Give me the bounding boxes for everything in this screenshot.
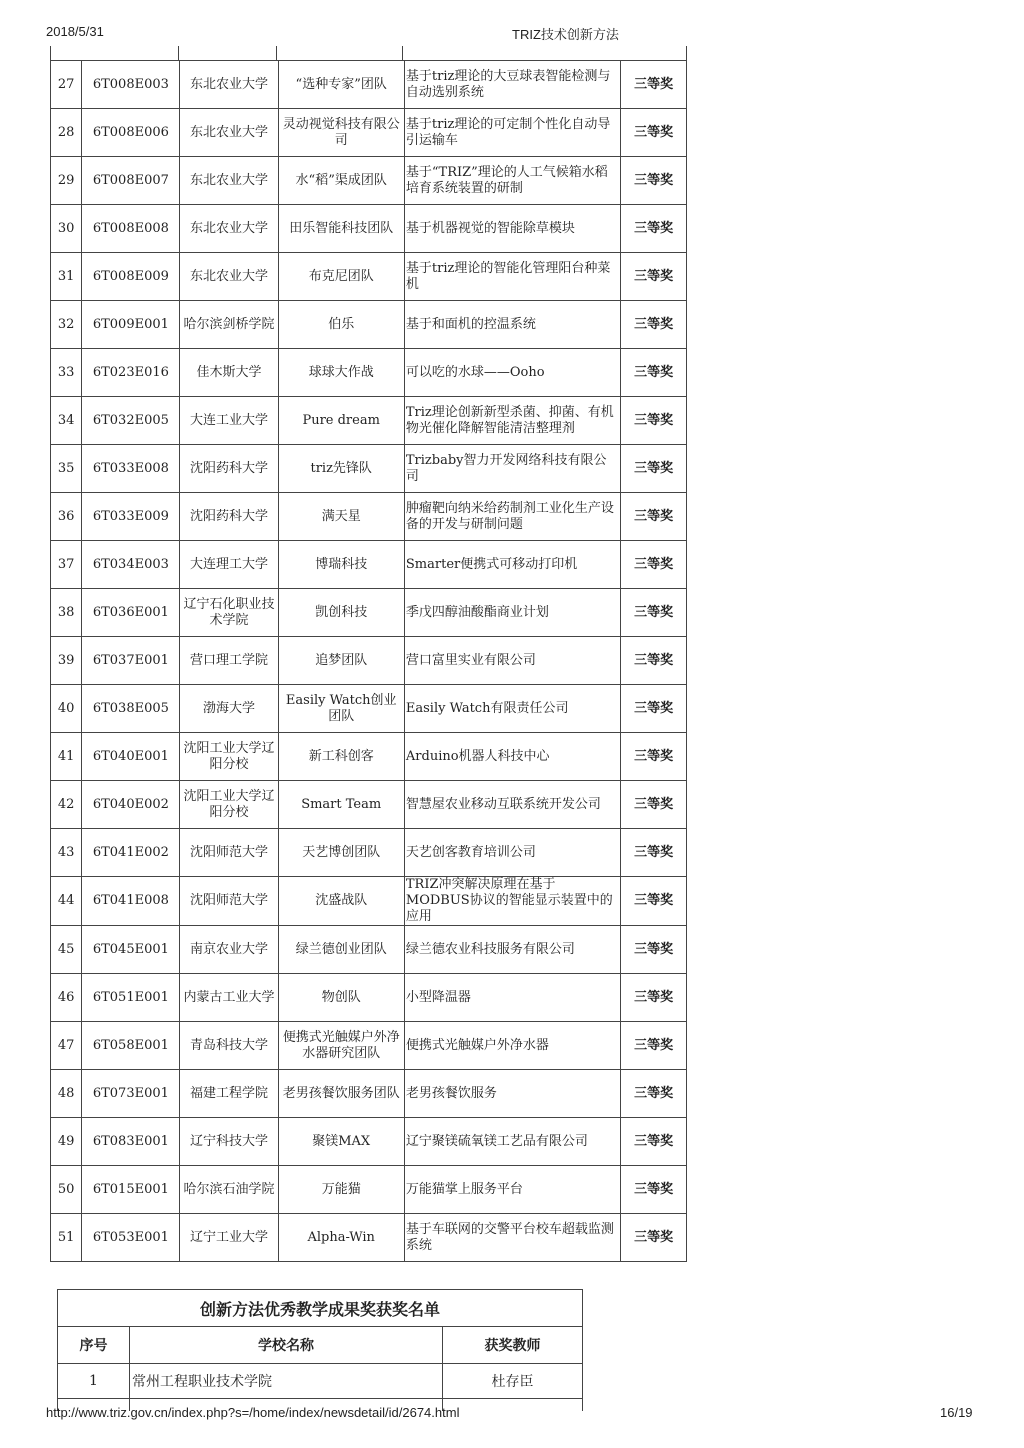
table-row xyxy=(51,733,687,781)
table-row xyxy=(51,685,687,733)
teaching-title-row xyxy=(58,1290,583,1327)
award-cell: 三等奖 xyxy=(621,205,687,253)
seq-cell: 37 xyxy=(51,541,82,589)
project-cell: 绿兰德农业科技服务有限公司 xyxy=(404,926,620,974)
teaching-header-teacher: 获奖教师 xyxy=(443,1327,583,1364)
teaching-title: 创新方法优秀教学成果奖获奖名单 xyxy=(58,1290,583,1327)
team-cell: “选种专家”团队 xyxy=(278,61,404,109)
code-cell: 6T033E009 xyxy=(82,493,180,541)
seq-cell: 44 xyxy=(51,877,82,926)
seq-cell: 34 xyxy=(51,397,82,445)
award-cell: 三等奖 xyxy=(621,685,687,733)
team-cell: 便携式光触媒户外净水器研究团队 xyxy=(278,1022,404,1070)
table-row xyxy=(51,157,687,205)
award-cell: 三等奖 xyxy=(621,733,687,781)
seq-cell: 29 xyxy=(51,157,82,205)
school-cell: 东北农业大学 xyxy=(180,61,278,109)
school-cell: 东北农业大学 xyxy=(180,253,278,301)
school-cell: 沈阳工业大学辽阳分校 xyxy=(180,781,278,829)
project-cell: 可以吃的水球——Ooho xyxy=(404,349,620,397)
school-cell: 青岛科技大学 xyxy=(180,1022,278,1070)
school-cell: 东北农业大学 xyxy=(180,157,278,205)
page-number: 16/19 xyxy=(940,1405,973,1420)
awards-table-body xyxy=(51,61,687,1262)
table-row xyxy=(51,397,687,445)
project-cell: Trizbaby智力开发网络科技有限公司 xyxy=(404,445,620,493)
table-row xyxy=(51,974,687,1022)
awards-table xyxy=(50,60,687,1262)
table-row xyxy=(51,829,687,877)
award-cell: 三等奖 xyxy=(621,589,687,637)
seq-cell: 32 xyxy=(51,301,82,349)
table-border-stub xyxy=(50,46,51,60)
school-cell: 沈阳师范大学 xyxy=(180,829,278,877)
school-cell: 辽宁科技大学 xyxy=(180,1118,278,1166)
award-cell: 三等奖 xyxy=(621,1022,687,1070)
team-cell: 万能猫 xyxy=(278,1166,404,1214)
table-row xyxy=(51,349,687,397)
award-cell: 三等奖 xyxy=(621,637,687,685)
team-cell: Easily Watch创业团队 xyxy=(278,685,404,733)
table-border-stub xyxy=(402,46,403,60)
table-row xyxy=(51,1070,687,1118)
code-cell: 6T008E007 xyxy=(82,157,180,205)
school-cell: 营口理工学院 xyxy=(180,637,278,685)
team-cell: 满天星 xyxy=(278,493,404,541)
table-border-stub xyxy=(276,46,277,60)
code-cell: 6T041E002 xyxy=(82,829,180,877)
project-cell: Triz理论创新新型杀菌、抑菌、有机物光催化降解智能清洁整理剂 xyxy=(404,397,620,445)
table-row xyxy=(51,926,687,974)
school-cell: 内蒙古工业大学 xyxy=(180,974,278,1022)
award-cell: 三等奖 xyxy=(621,926,687,974)
seq-cell: 30 xyxy=(51,205,82,253)
school-cell: 南京农业大学 xyxy=(180,926,278,974)
school-cell: 大连理工大学 xyxy=(180,541,278,589)
code-cell: 6T073E001 xyxy=(82,1070,180,1118)
award-cell: 三等奖 xyxy=(621,301,687,349)
seq-cell: 48 xyxy=(51,1070,82,1118)
school-cell: 哈尔滨石油学院 xyxy=(180,1166,278,1214)
school-cell: 沈阳师范大学 xyxy=(180,877,278,926)
school-cell: 沈阳药科大学 xyxy=(180,445,278,493)
team-cell: 追梦团队 xyxy=(278,637,404,685)
project-cell: Smarter便携式可移动打印机 xyxy=(404,541,620,589)
seq-cell: 35 xyxy=(51,445,82,493)
teaching-header-row xyxy=(58,1327,583,1364)
award-cell: 三等奖 xyxy=(621,157,687,205)
project-cell: 季戊四醇油酸酯商业计划 xyxy=(404,589,620,637)
seq-cell: 39 xyxy=(51,637,82,685)
seq-cell: 43 xyxy=(51,829,82,877)
code-cell: 6T032E005 xyxy=(82,397,180,445)
table-row xyxy=(51,637,687,685)
team-cell: Pure dream xyxy=(278,397,404,445)
table-row xyxy=(51,445,687,493)
teaching-header-seq: 序号 xyxy=(58,1327,130,1364)
team-cell: 老男孩餐饮服务团队 xyxy=(278,1070,404,1118)
teaching-award-table xyxy=(57,1289,583,1411)
code-cell: 6T040E001 xyxy=(82,733,180,781)
teaching-school-cell: 常州工程职业技术学院 xyxy=(130,1364,443,1399)
school-cell: 沈阳药科大学 xyxy=(180,493,278,541)
award-cell: 三等奖 xyxy=(621,1214,687,1262)
award-cell: 三等奖 xyxy=(621,493,687,541)
project-cell: 基于triz理论的智能化管理阳台种菜机 xyxy=(404,253,620,301)
code-cell: 6T058E001 xyxy=(82,1022,180,1070)
award-cell: 三等奖 xyxy=(621,397,687,445)
team-cell: 新工科创客 xyxy=(278,733,404,781)
team-cell: 灵动视觉科技有限公司 xyxy=(278,109,404,157)
table-row xyxy=(51,1118,687,1166)
team-cell: 聚镁MAX xyxy=(278,1118,404,1166)
table-row xyxy=(51,205,687,253)
table-border-stub xyxy=(686,46,687,60)
table-row xyxy=(51,109,687,157)
award-cell: 三等奖 xyxy=(621,541,687,589)
project-cell: 基于和面机的控温系统 xyxy=(404,301,620,349)
page-url: http://www.triz.gov.cn/index.php?s=/home/index/newsdetail/id/2674.html xyxy=(46,1405,460,1420)
project-cell: 基于triz理论的可定制个性化自动导引运输车 xyxy=(404,109,620,157)
project-cell: 老男孩餐饮服务 xyxy=(404,1070,620,1118)
award-cell: 三等奖 xyxy=(621,445,687,493)
team-cell: Smart Team xyxy=(278,781,404,829)
seq-cell: 49 xyxy=(51,1118,82,1166)
seq-cell: 51 xyxy=(51,1214,82,1262)
project-cell: 便携式光触媒户外净水器 xyxy=(404,1022,620,1070)
award-cell: 三等奖 xyxy=(621,829,687,877)
table-row xyxy=(51,253,687,301)
school-cell: 辽宁石化职业技术学院 xyxy=(180,589,278,637)
table-row xyxy=(51,301,687,349)
award-cell: 三等奖 xyxy=(621,1166,687,1214)
team-cell: 沈盛战队 xyxy=(278,877,404,926)
table-row xyxy=(51,877,687,926)
team-cell: 球球大作战 xyxy=(278,349,404,397)
team-cell: 天艺博创团队 xyxy=(278,829,404,877)
teaching-seq-cell: 1 xyxy=(58,1364,130,1399)
code-cell: 6T008E008 xyxy=(82,205,180,253)
seq-cell: 40 xyxy=(51,685,82,733)
code-cell: 6T015E001 xyxy=(82,1166,180,1214)
school-cell: 东北农业大学 xyxy=(180,109,278,157)
project-cell: 智慧屋农业移动互联系统开发公司 xyxy=(404,781,620,829)
seq-cell: 46 xyxy=(51,974,82,1022)
table-row xyxy=(51,493,687,541)
award-cell: 三等奖 xyxy=(621,1070,687,1118)
award-cell: 三等奖 xyxy=(621,61,687,109)
table-row xyxy=(51,1022,687,1070)
page-title: TRIZ技术创新方法 xyxy=(512,27,619,42)
team-cell: 田乐智能科技团队 xyxy=(278,205,404,253)
teaching-teacher-cell: 杜存臣 xyxy=(443,1364,583,1399)
code-cell: 6T051E001 xyxy=(82,974,180,1022)
project-cell: 营口富里实业有限公司 xyxy=(404,637,620,685)
code-cell: 6T038E005 xyxy=(82,685,180,733)
table-row xyxy=(51,61,687,109)
code-cell: 6T041E008 xyxy=(82,877,180,926)
award-cell: 三等奖 xyxy=(621,253,687,301)
project-cell: 基于车联网的交警平台校车超载监测系统 xyxy=(404,1214,620,1262)
school-cell: 佳木斯大学 xyxy=(180,349,278,397)
school-cell: 辽宁工业大学 xyxy=(180,1214,278,1262)
project-cell: 肿瘤靶向纳米给药制剂工业化生产设备的开发与研制问题 xyxy=(404,493,620,541)
award-cell: 三等奖 xyxy=(621,877,687,926)
team-cell: 伯乐 xyxy=(278,301,404,349)
table-row xyxy=(58,1364,583,1399)
award-cell: 三等奖 xyxy=(621,974,687,1022)
school-cell: 福建工程学院 xyxy=(180,1070,278,1118)
code-cell: 6T037E001 xyxy=(82,637,180,685)
table-row xyxy=(51,589,687,637)
project-cell: 基于机器视觉的智能除草模块 xyxy=(404,205,620,253)
project-cell: 万能猫掌上服务平台 xyxy=(404,1166,620,1214)
school-cell: 哈尔滨剑桥学院 xyxy=(180,301,278,349)
project-cell: 小型降温器 xyxy=(404,974,620,1022)
seq-cell: 36 xyxy=(51,493,82,541)
code-cell: 6T008E006 xyxy=(82,109,180,157)
team-cell: Alpha-Win xyxy=(278,1214,404,1262)
award-cell: 三等奖 xyxy=(621,109,687,157)
team-cell: 布克尼团队 xyxy=(278,253,404,301)
project-cell: 基于“TRIZ”理论的人工气候箱水稻培育系统装置的研制 xyxy=(404,157,620,205)
seq-cell: 38 xyxy=(51,589,82,637)
team-cell: triz先锋队 xyxy=(278,445,404,493)
project-cell: Arduino机器人科技中心 xyxy=(404,733,620,781)
award-cell: 三等奖 xyxy=(621,349,687,397)
code-cell: 6T023E016 xyxy=(82,349,180,397)
seq-cell: 50 xyxy=(51,1166,82,1214)
school-cell: 沈阳工业大学辽阳分校 xyxy=(180,733,278,781)
print-date: 2018/5/31 xyxy=(46,24,104,39)
seq-cell: 33 xyxy=(51,349,82,397)
school-cell: 大连工业大学 xyxy=(180,397,278,445)
seq-cell: 42 xyxy=(51,781,82,829)
project-cell: TRIZ冲突解决原理在基于MODBUS协议的智能显示装置中的应用 xyxy=(404,877,620,926)
teaching-header-school: 学校名称 xyxy=(130,1327,443,1364)
seq-cell: 45 xyxy=(51,926,82,974)
project-cell: 天艺创客教育培训公司 xyxy=(404,829,620,877)
award-cell: 三等奖 xyxy=(621,1118,687,1166)
school-cell: 渤海大学 xyxy=(180,685,278,733)
table-row xyxy=(51,541,687,589)
team-cell: 博瑞科技 xyxy=(278,541,404,589)
code-cell: 6T083E001 xyxy=(82,1118,180,1166)
code-cell: 6T009E001 xyxy=(82,301,180,349)
team-cell: 物创队 xyxy=(278,974,404,1022)
table-row xyxy=(51,1166,687,1214)
team-cell: 水“稻”渠成团队 xyxy=(278,157,404,205)
project-cell: 基于triz理论的大豆球表智能检测与自动选别系统 xyxy=(404,61,620,109)
table-row xyxy=(51,1214,687,1262)
code-cell: 6T045E001 xyxy=(82,926,180,974)
table-border-stub xyxy=(178,46,179,60)
award-cell: 三等奖 xyxy=(621,781,687,829)
team-cell: 绿兰德创业团队 xyxy=(278,926,404,974)
teaching-continuation-cell xyxy=(443,1399,583,1412)
seq-cell: 31 xyxy=(51,253,82,301)
code-cell: 6T008E003 xyxy=(82,61,180,109)
project-cell: Easily Watch有限责任公司 xyxy=(404,685,620,733)
seq-cell: 28 xyxy=(51,109,82,157)
code-cell: 6T034E003 xyxy=(82,541,180,589)
code-cell: 6T036E001 xyxy=(82,589,180,637)
table-row xyxy=(51,781,687,829)
seq-cell: 47 xyxy=(51,1022,82,1070)
team-cell: 凯创科技 xyxy=(278,589,404,637)
code-cell: 6T040E002 xyxy=(82,781,180,829)
code-cell: 6T053E001 xyxy=(82,1214,180,1262)
code-cell: 6T033E008 xyxy=(82,445,180,493)
code-cell: 6T008E009 xyxy=(82,253,180,301)
seq-cell: 41 xyxy=(51,733,82,781)
school-cell: 东北农业大学 xyxy=(180,205,278,253)
project-cell: 辽宁聚镁硫氧镁工艺品有限公司 xyxy=(404,1118,620,1166)
seq-cell: 27 xyxy=(51,61,82,109)
